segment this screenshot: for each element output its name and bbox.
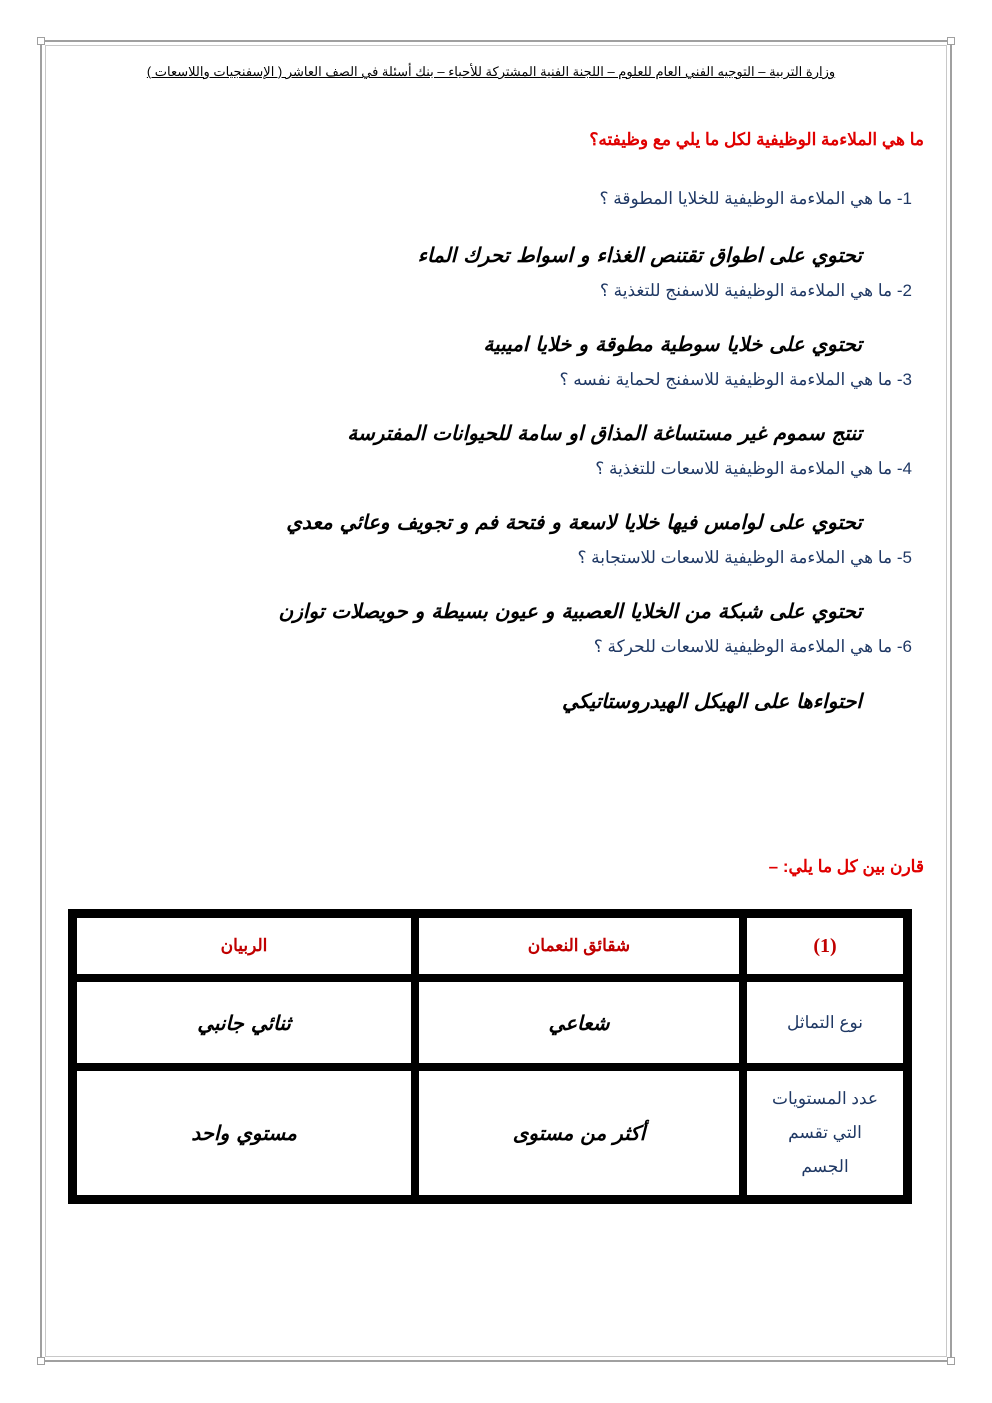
answer-3: تنتج سموم غير مستساغة المذاق او سامة للحيوانات المفترسة [347,421,862,445]
table-header-row [73,914,907,978]
border-corner [947,1357,955,1365]
answer-4: تحتوي على لوامس فيها خلايا لاسعة و فتحة فم و تجويف وعائي معدي [286,510,862,534]
question-5: 5- ما هي الملاءمة الوظيفية للاسعات للاستجابة ؟ [577,548,912,567]
comparison-table [68,909,912,1204]
question-2: 2- ما هي الملاءمة الوظيفية للاسفنج للتغذية ؟ [599,281,912,300]
answer-2: تحتوي على خلايا سوطية مطوقة و خلايا اميبية [483,332,862,356]
border-corner [37,1357,45,1365]
cell-sea-anemone-symmetry: شعاعي [415,978,743,1067]
section-title: ما هي الملاءمة الوظيفية لكل ما يلي مع وظيفته؟ [589,130,924,149]
compare-title: قارن بين كل ما يلي: – [768,857,924,876]
answer-5: تحتوي على شبكة من الخلايا العصبية و عيون بسيطة و حويصلات توازن [278,599,862,623]
page-header: وزارة التربية – التوجيه الفني العام للعلوم – اللجنة الفنية المشتركة للأحياء – بنك أسئلة في الصف العاشر ( الإسفنجيات واللاسعات ) [146,64,836,79]
column-header-shrimp: الربيان [73,914,415,978]
cell-sea-anemone-planes: أكثر من مستوى [415,1067,743,1199]
column-header-sea-anemone: شقائق النعمان [415,914,743,978]
question-4: 4- ما هي الملاءمة الوظيفية للاسعات للتغذية ؟ [595,459,912,478]
cell-shrimp-planes: مستوي واحد [73,1067,415,1199]
row-label-symmetry: نوع التماثل [743,978,907,1067]
answer-1: تحتوي على اطواق تقتنص الغذاء و اسواط تحرك الماء [417,243,862,267]
border-corner [37,37,45,45]
question-6: 6- ما هي الملاءمة الوظيفية للاسعات للحركة ؟ [593,637,912,656]
answer-6: احتواءها على الهيكل الهيدروستاتيكي [561,689,862,713]
cell-shrimp-symmetry: ثنائي جانبي [73,978,415,1067]
question-3: 3- ما هي الملاءمة الوظيفية للاسفنج لحماية نفسه ؟ [559,370,912,389]
border-corner [947,37,955,45]
table-row [73,1067,907,1199]
question-1: 1- ما هي الملاءمة الوظيفية للخلايا المطوقة ؟ [599,189,912,208]
row-label-planes: عدد المستويات التي تقسم الجسم [743,1067,907,1199]
table-row [73,978,907,1067]
table-number: (1) [743,914,907,978]
